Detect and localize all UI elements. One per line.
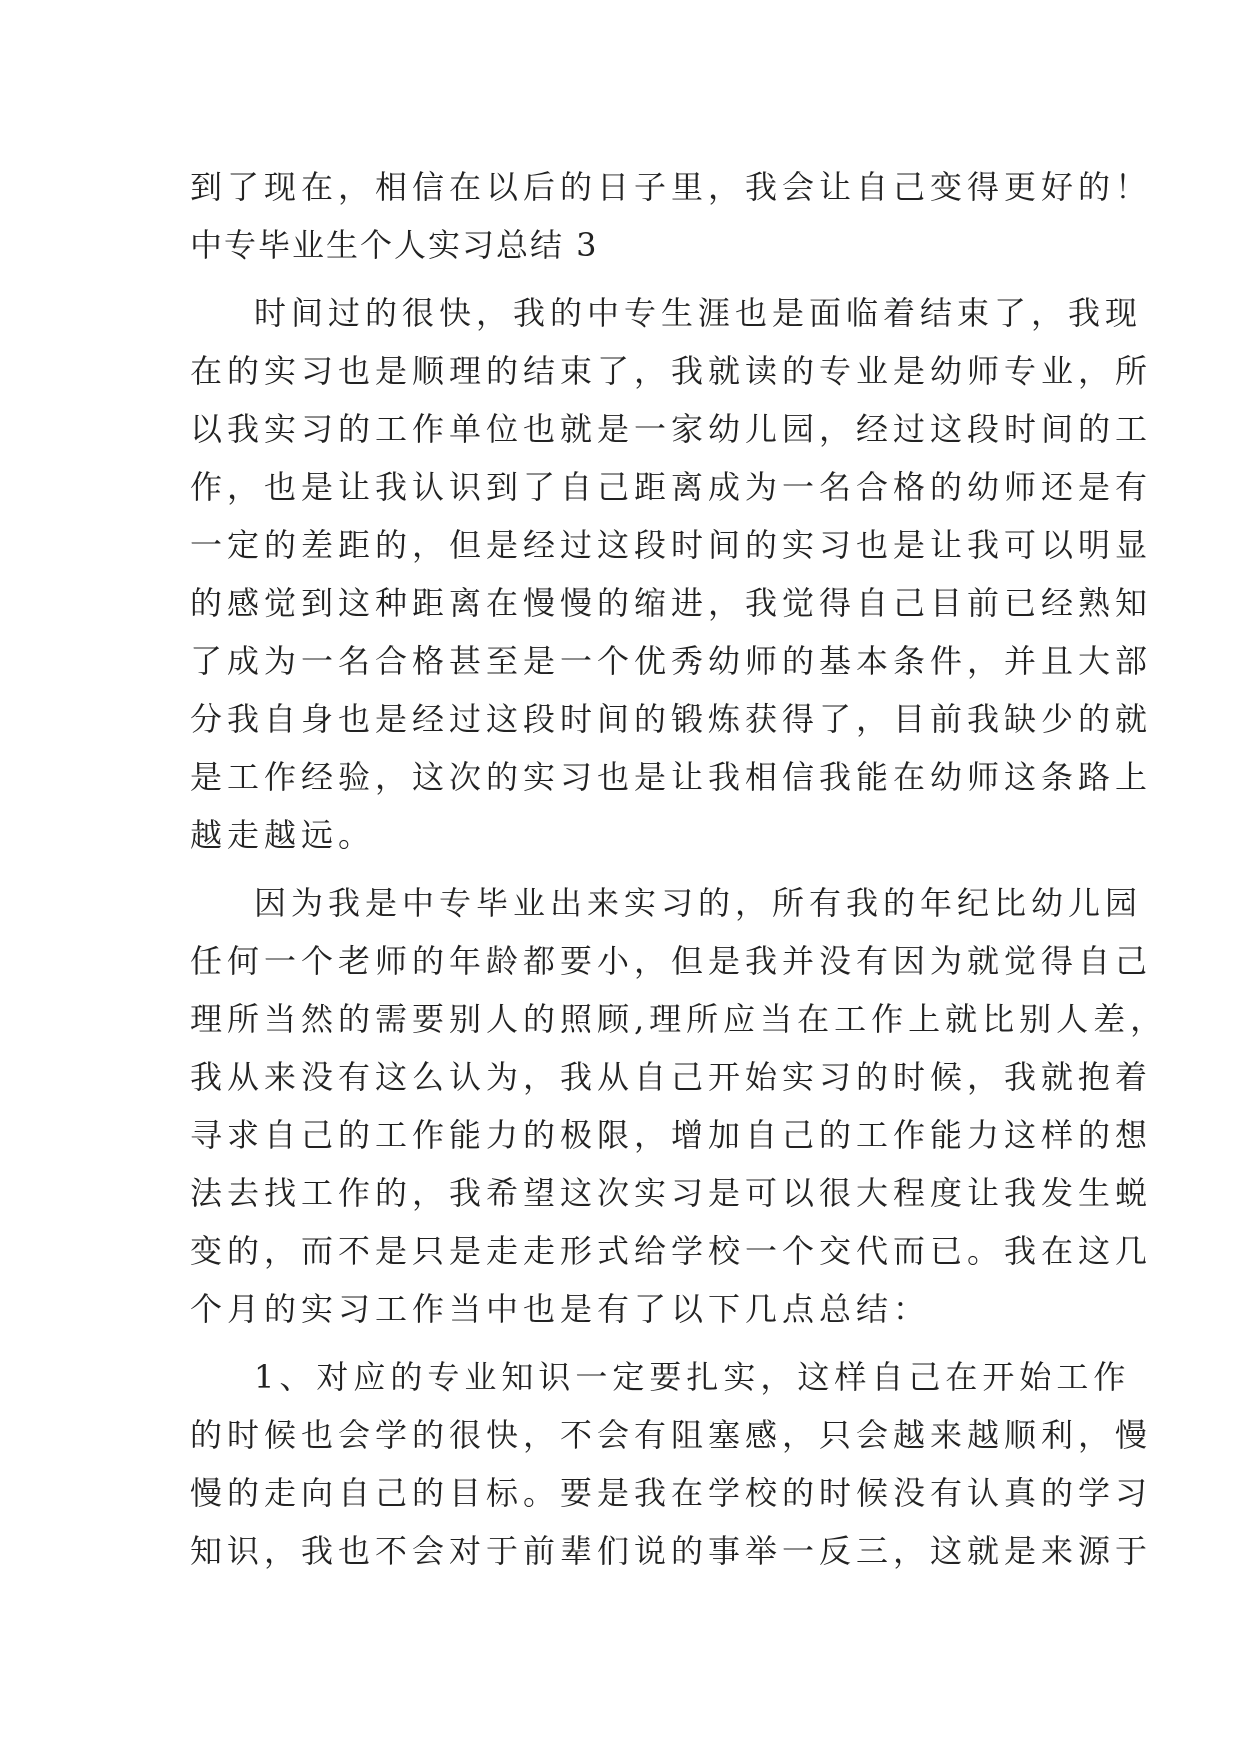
paragraph-line: 知识，我也不会对于前辈们说的事举一反三，这就是来源于 — [190, 1532, 1153, 1570]
paragraph-line: 作，也是让我认识到了自己距离成为一名合格的幼师还是有 — [190, 468, 1153, 506]
paragraph-line: 理所当然的需要别人的照顾,理所应当在工作上就比别人差， — [190, 1000, 1168, 1038]
paragraph-line: 我从来没有这么认为，我从自己开始实习的时候，我就抱着 — [190, 1058, 1153, 1096]
paragraph-line: 因为我是中专毕业出来实习的，所有我的年纪比幼儿园 — [254, 884, 1143, 922]
paragraph-3 — [190, 1348, 1153, 1580]
paragraph-line: 变的，而不是只是走走形式给学校一个交代而已。我在这几 — [190, 1232, 1153, 1270]
paragraph-line: 了成为一名合格甚至是一个优秀幼师的基本条件，并且大部 — [190, 642, 1153, 680]
paragraph-line: 一定的差距的，但是经过这段时间的实习也是让我可以明显 — [190, 526, 1153, 564]
paragraph-line: 慢的走向自己的目标。要是我在学校的时候没有认真的学习 — [190, 1474, 1153, 1512]
document-body — [190, 158, 1168, 1590]
paragraph-line: 法去找工作的，我希望这次实习是可以很大程度让我发生蜕 — [190, 1174, 1153, 1212]
paragraph-2 — [190, 874, 1168, 1338]
paragraph-line: 时间过的很快，我的中专生涯也是面临着结束了，我现 — [254, 294, 1143, 332]
paragraph-1 — [190, 284, 1153, 864]
paragraph-line: 分我自身也是经过这段时间的锻炼获得了，目前我缺少的就 — [190, 700, 1153, 738]
paragraph-line: 1、对应的专业知识一定要扎实，这样自己在开始工作 — [254, 1358, 1131, 1396]
paragraph-line: 的时候也会学的很快，不会有阻塞感，只会越来越顺利，慢 — [190, 1416, 1153, 1454]
paragraph-line: 在的实习也是顺理的结束了，我就读的专业是幼师专业，所 — [190, 352, 1153, 390]
section-heading: 中专毕业生个人实习总结 3 — [190, 226, 599, 264]
paragraph-line: 是工作经验，这次的实习也是让我相信我能在幼师这条路上 — [190, 758, 1153, 796]
paragraph-line: 的感觉到这种距离在慢慢的缩进，我觉得自己目前已经熟知 — [190, 584, 1153, 622]
paragraph-line: 寻求自己的工作能力的极限，增加自己的工作能力这样的想 — [190, 1116, 1153, 1154]
paragraph-line: 越走越远。 — [190, 816, 376, 854]
opening-line: 到了现在，相信在以后的日子里，我会让自己变得更好的！ — [190, 168, 1153, 206]
paragraph-line: 任何一个老师的年龄都要小，但是我并没有因为就觉得自己 — [190, 942, 1153, 980]
paragraph-line: 以我实习的工作单位也就是一家幼儿园，经过这段时间的工 — [190, 410, 1153, 448]
paragraph-line: 个月的实习工作当中也是有了以下几点总结： — [190, 1290, 931, 1328]
